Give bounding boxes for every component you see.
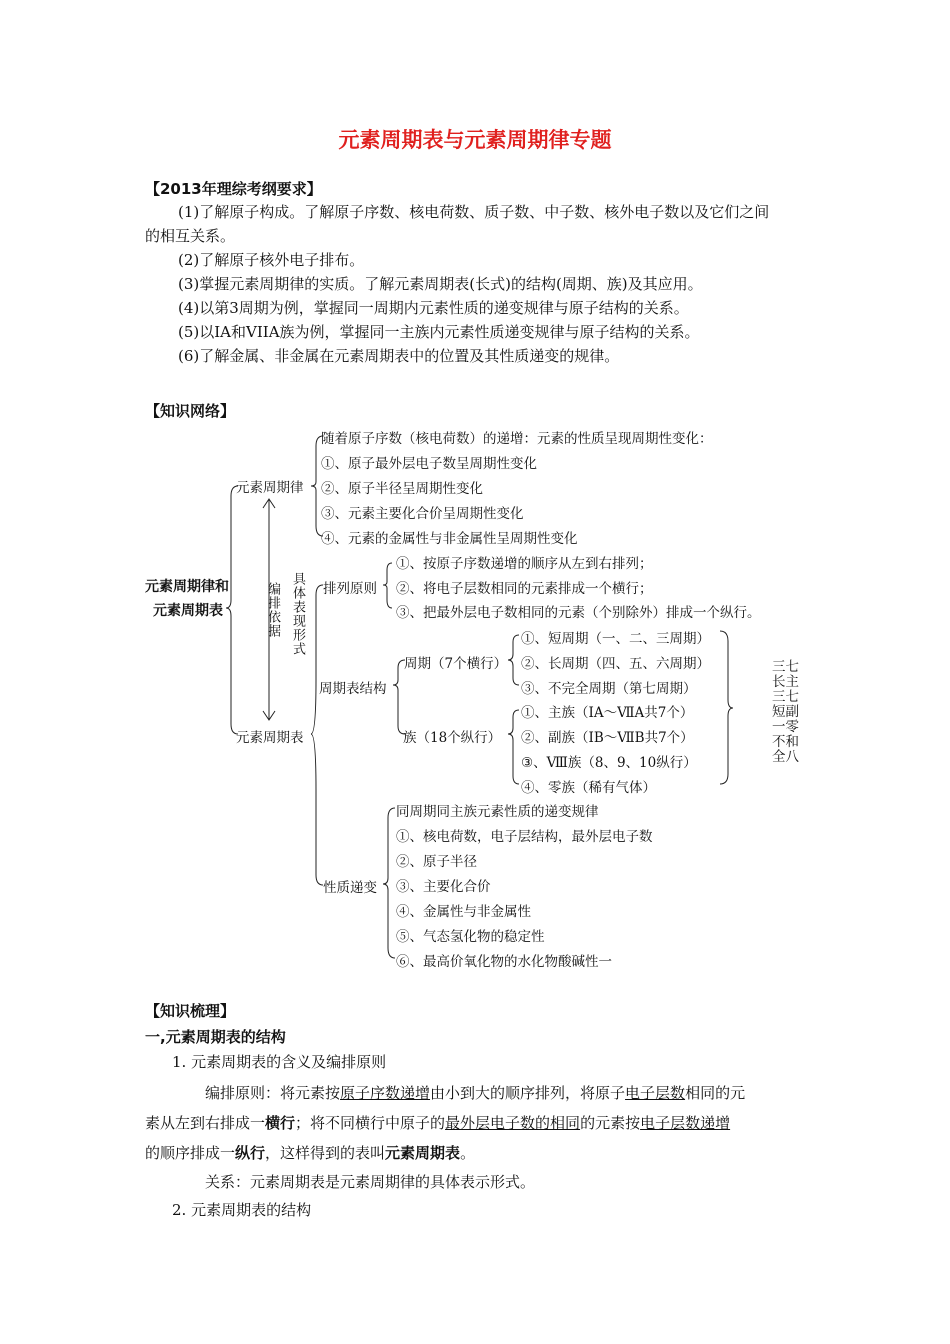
paragraph-line: 编排原则：将元素按原子序数递增由小到大的顺序排列，将原子电子层数相同的元 — [205, 1084, 746, 1102]
mnemonic-line: 全八 — [772, 749, 799, 765]
section-heading: 一,元素周期表的结构 — [145, 1028, 286, 1046]
mnemonic-line: 三七 — [772, 659, 799, 675]
group-item: ③、Ⅷ族（8、9、10纵行） — [521, 755, 697, 771]
law-item: ①、原子最外层电子数呈周期性变化 — [321, 456, 537, 472]
syllabus-item: (5)以IA和VIIA族为例，掌握同一主族内元素性质递变规律与原子结构的关系。 — [178, 323, 700, 341]
syllabus-heading: 【2013年理综考纲要求】 — [145, 180, 322, 198]
syllabus-item: (6)了解金属、非金属在元素周期表中的位置及其性质递变的规律。 — [178, 347, 620, 365]
underlined-term: 电子层数递增 — [640, 1114, 731, 1132]
root-label: 元素周期表 — [153, 603, 223, 619]
property-item: ③、主要化合价 — [396, 879, 491, 895]
syllabus-item: (3)掌握元素周期律的实质。了解元素周期表(长式)的结构(周期、族)及其应用。 — [178, 275, 703, 293]
group-item: ④、零族（稀有气体） — [521, 780, 656, 796]
mnemonic-line: 不和 — [772, 734, 799, 750]
law-label: 元素周期律 — [236, 480, 304, 496]
paragraph-line: 的顺序排成一纵行，这样得到的表叫元素周期表。 — [145, 1144, 476, 1162]
group-item: ①、主族（ⅠA～ⅦA共7个） — [521, 705, 694, 721]
subsection-heading: 1. 元素周期表的含义及编排原则 — [172, 1053, 387, 1071]
mnemonic-line: 三七 — [772, 689, 799, 705]
period-item: ①、短周期（一、二、三周期） — [521, 631, 710, 647]
law-item: ②、原子半径呈周期性变化 — [321, 481, 483, 497]
period-item: ③、不完全周期（第七周期） — [521, 681, 697, 697]
arrangement-label: 排列原则 — [323, 581, 377, 597]
group-label: 族（18个纵行） — [403, 730, 502, 746]
review-heading: 【知识梳理】 — [145, 1002, 236, 1020]
underlined-term: 最外层电子数的相同 — [445, 1114, 581, 1132]
period-label: 周期（7个横行） — [404, 656, 508, 672]
table-label: 元素周期表 — [236, 730, 304, 746]
basis-label: 编排依据 — [265, 582, 280, 638]
paragraph-line: 素从左到右排成一横行；将不同横行中原子的最外层电子数的相同的元素按电子层数递增 — [145, 1114, 731, 1132]
property-item: ④、金属性与非金属性 — [396, 904, 531, 920]
law-item: ④、元素的金属性与非金属性呈周期性变化 — [321, 531, 578, 547]
subsection-heading: 2. 元素周期表的结构 — [172, 1201, 312, 1219]
syllabus-item: (2)了解原子核外电子排布。 — [178, 251, 365, 269]
law-item: 随着原子序数（核电荷数）的递增：元素的性质呈现周期性变化： — [321, 431, 713, 447]
property-item: ②、原子半径 — [396, 854, 477, 870]
property-item: 同周期同主族元素性质的递变规律 — [396, 804, 599, 820]
syllabus-item: (4)以第3周期为例，掌握同一周期内元素性质的递变规律与原子结构的关系。 — [178, 299, 689, 317]
group-item: ②、副族（ⅠB～ⅦB共7个） — [521, 730, 694, 746]
syllabus-item: (1)了解原子构成。了解原子序数、核电荷数、质子数、中子数、核外电子数以及它们之间 — [178, 203, 770, 221]
syllabus-item: 的相互关系。 — [145, 227, 236, 245]
property-item: ⑥、最高价氧化物的水化物酸碱性一 — [396, 954, 612, 970]
property-label: 性质递变 — [323, 880, 377, 896]
form-label: 具体表现形式 — [290, 572, 305, 656]
property-item: ①、核电荷数，电子层结构，最外层电子数 — [396, 829, 653, 845]
bold-term: 元素周期表 — [385, 1144, 461, 1162]
bold-term: 横行 — [265, 1114, 296, 1132]
relation-text: 关系：元素周期表是元素周期律的具体表示形式。 — [205, 1173, 536, 1191]
underlined-term: 原子序数递增 — [340, 1084, 431, 1102]
root-label: 元素周期律和 — [145, 579, 229, 595]
period-item: ②、长周期（四、五、六周期） — [521, 656, 710, 672]
arrangement-item: ③、把最外层电子数相同的元素（个别除外）排成一个纵行。 — [396, 605, 761, 621]
mnemonic-line: 长主 — [772, 674, 799, 690]
mnemonic-line: 一零 — [772, 719, 799, 735]
mnemonic-line: 短副 — [772, 704, 799, 720]
bold-term: 纵行 — [235, 1144, 266, 1162]
page-title: 元素周期表与元素周期律专题 — [338, 128, 612, 152]
arrangement-item: ①、按原子序数递增的顺序从左到右排列； — [396, 556, 653, 572]
underlined-term: 电子层数 — [625, 1084, 686, 1102]
structure-label: 周期表结构 — [319, 681, 387, 697]
network-heading: 【知识网络】 — [145, 402, 236, 420]
property-item: ⑤、气态氢化物的稳定性 — [396, 929, 545, 945]
arrangement-item: ②、将电子层数相同的元素排成一个横行； — [396, 581, 653, 597]
law-item: ③、元素主要化合价呈周期性变化 — [321, 506, 524, 522]
